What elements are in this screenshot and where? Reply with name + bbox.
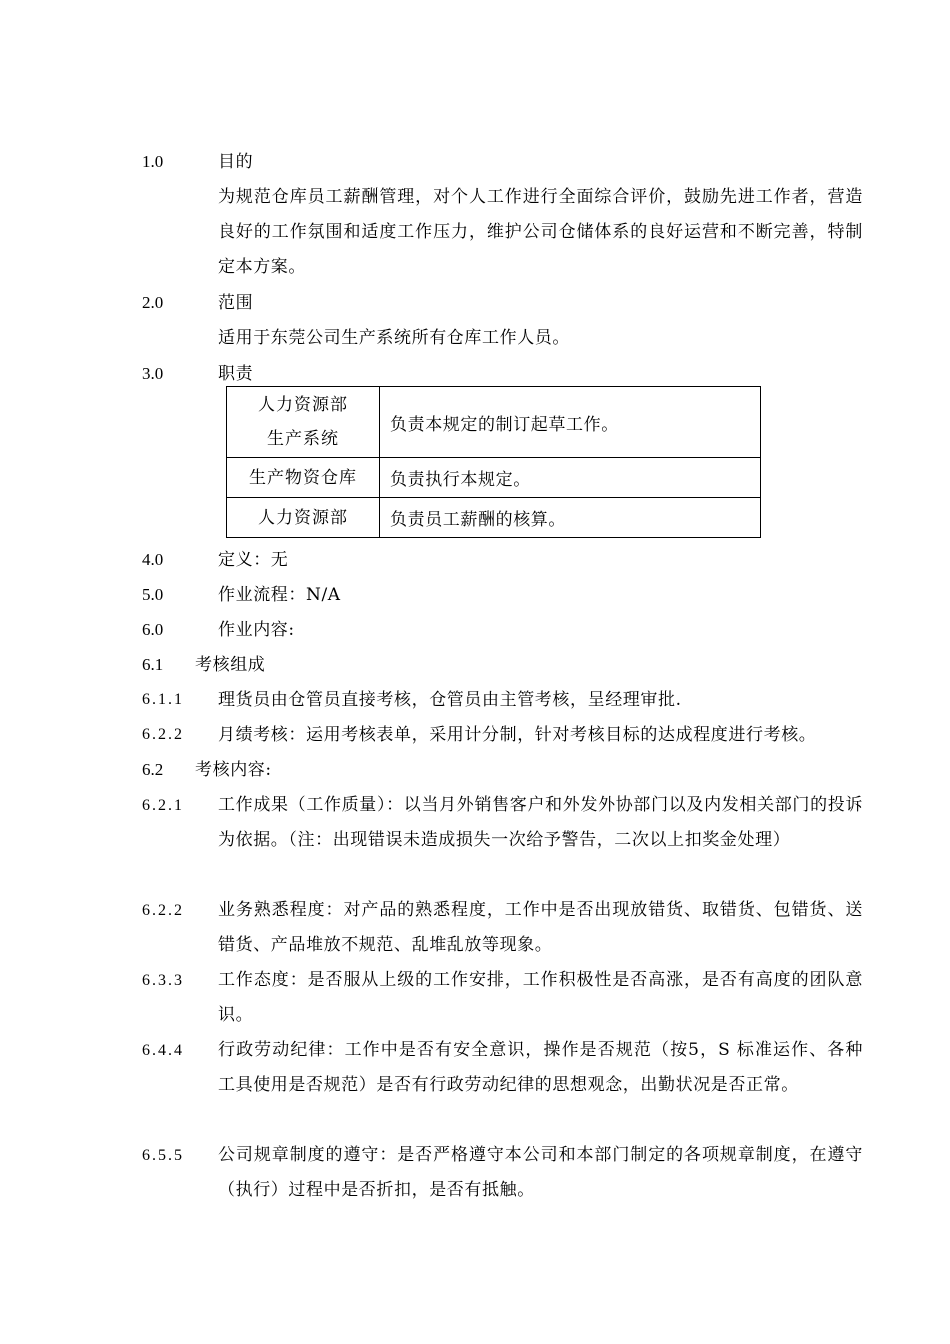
dept-line: 生产系统: [267, 429, 339, 449]
section-number: 6.1.1: [142, 691, 184, 708]
section-number: 6.2.2: [142, 726, 184, 743]
section-body: 业务熟悉程度：对产品的熟悉程度，工作中是否出现放错货、取错货、包错货、送错货、产品堆放不规范、乱堆乱放等现象。: [218, 900, 863, 955]
section-title: 职责: [218, 364, 254, 384]
table-cell-duty: 负责员工薪酬的核算。: [380, 498, 761, 538]
section-body: 月绩考核：运用考核表单，采用计分制，针对考核目标的达成程度进行考核。: [218, 725, 817, 745]
responsibility-table: [226, 386, 761, 538]
section-title: 目的: [218, 152, 254, 172]
section-number: 6.2.2: [142, 902, 184, 919]
table-row: [227, 387, 761, 458]
dept-line: 人力资源部: [258, 395, 348, 415]
table-row: [227, 458, 761, 498]
section-title: 考核内容:: [195, 760, 272, 780]
section-number: 6.0: [142, 620, 164, 639]
section-body: 行政劳动纪律：工作中是否有安全意识，操作是否规范（按5，S 标准运作、各种工具使用是否规范）是否有行政劳动纪律的思想观念，出勤状况是否正常。: [218, 1040, 863, 1095]
table-cell-duty: 负责执行本规定。: [380, 458, 761, 498]
table-row: [227, 498, 761, 538]
table-cell-duty: 负责本规定的制订起草工作。: [380, 387, 761, 458]
table-cell-dept: [227, 498, 380, 538]
section-body: 工作态度：是否服从上级的工作安排，工作积极性是否高涨，是否有高度的团队意识。: [218, 970, 863, 1025]
section-number: 6.5.5: [142, 1147, 184, 1164]
section-number: 4.0: [142, 550, 164, 569]
section-body: 适用于东莞公司生产系统所有仓库工作人员。: [218, 328, 570, 348]
section-body: 为规范仓库员工薪酬管理，对个人工作进行全面综合评价，鼓励先进工作者，营造良好的工作氛围和适度工作压力，维护公司仓储体系的良好运营和不断完善，特制定本方案。: [218, 187, 863, 277]
section-number: 6.4.4: [142, 1042, 184, 1059]
table-cell-dept: [227, 387, 380, 458]
section-title: 作业内容:: [218, 620, 295, 640]
section-number: 2.0: [142, 293, 164, 312]
section-number: 6.3.3: [142, 972, 184, 989]
section-body: 公司规章制度的遵守：是否严格遵守本公司和本部门制定的各项规章制度，在遵守（执行）过程中是否折扣，是否有抵触。: [218, 1145, 863, 1200]
dept-line: 人力资源部: [258, 507, 348, 528]
section-number: 1.0: [142, 152, 164, 171]
dept-line: 生产物资仓库: [249, 467, 357, 488]
section-number: 5.0: [142, 585, 164, 604]
section-body: 理货员由仓管员直接考核，仓管员由主管考核，呈经理审批.: [218, 690, 682, 710]
section-body: 工作成果（工作质量）：以当月外销售客户和外发外协部门以及内发相关部门的投诉为依据。（注：出现错误未造成损失一次给予警告，二次以上扣奖金处理）: [218, 795, 863, 850]
table-cell-dept: [227, 458, 380, 498]
section-number: 6.2: [142, 760, 164, 779]
section-title: 考核组成: [195, 655, 266, 675]
section-title: 范围: [218, 293, 254, 313]
section-title: 作业流程：N/A: [218, 585, 341, 605]
section-title: 定义：无: [218, 550, 289, 570]
section-number: 3.0: [142, 364, 164, 383]
section-number: 6.2.1: [142, 797, 184, 814]
section-number: 6.1: [142, 655, 164, 674]
